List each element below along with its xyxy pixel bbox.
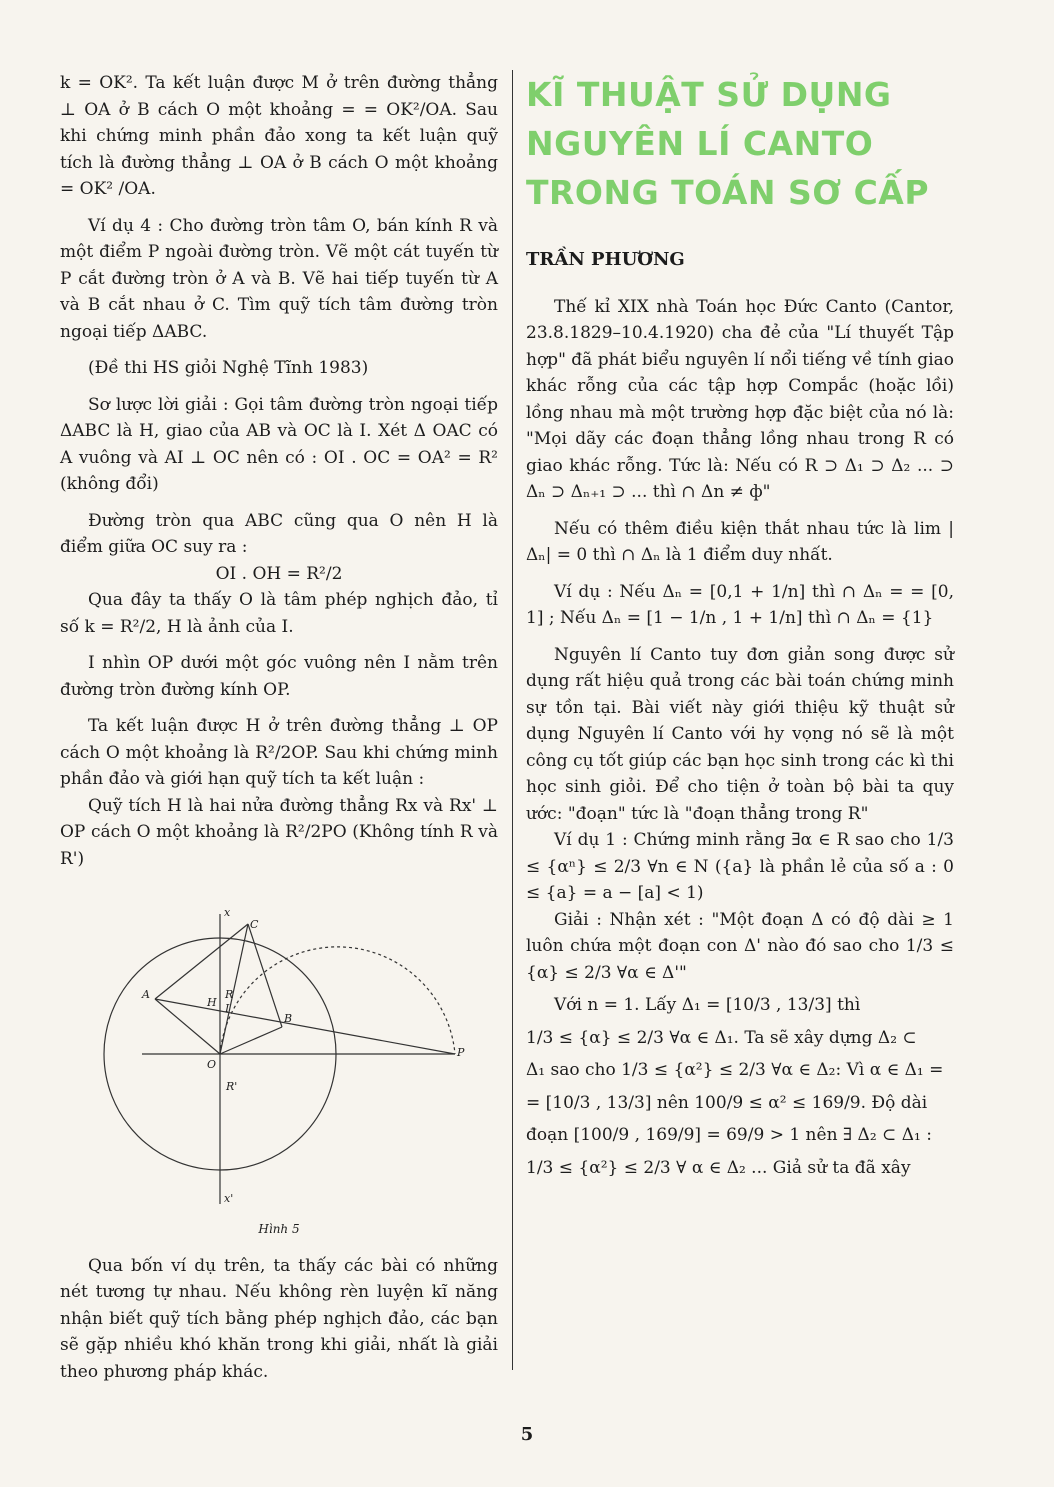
paragraph: Nếu có thêm điều kiện thắt nhau tức là lim |Δₙ| = 0 thì ∩ Δₙ là 1 điểm duy nhất. <box>526 518 954 565</box>
title-line: KĨ THUẬT SỬ DỤNG <box>526 75 892 114</box>
label-h: H <box>207 996 217 1009</box>
paragraph: Đường tròn qua ABC cũng qua O nên H là điểm giữa OC suy ra : <box>60 510 498 557</box>
author: TRẦN PHƯƠNG <box>526 249 685 270</box>
geometry-figure <box>60 894 498 1224</box>
label-o: O <box>207 1058 217 1071</box>
right-column <box>526 70 954 1187</box>
paragraph: Ta kết luận được H ở trên đường thẳng ⊥ OP cách O một khoảng là R²/2OP. Sau khi chứng minh phần đảo và giới hạn quỹ tích ta kết luận : <box>60 716 498 789</box>
label-r: R <box>225 988 234 1001</box>
math-line: Δ₁ sao cho 1/3 ≤ {α²} ≤ 2/3 ∀α ∈ Δ₂: Vì α ∈ Δ₁ = <box>526 1060 944 1080</box>
solution-remark: Giải : Nhận xét : "Một đoạn Δ có độ dài ≥ 1 luôn chứa một đoạn con Δ' nào đó sao cho 1/3 ≤ {α} ≤ 2/3 ∀α ∈ Δ'" <box>526 909 954 983</box>
math-line: = [10/3 , 13/3] nên 100/9 ≤ α² ≤ 169/9. Độ dài <box>526 1092 928 1113</box>
label-p: P <box>457 1046 465 1059</box>
label-x-prime: x' <box>224 1192 234 1205</box>
paragraph: Nguyên lí Canto tuy đơn giản song được sử dụng rất hiệu quả trong các bài toán chứng minh sự tồn tại. Bài viết này giới thiệu kỹ thuật sử dụng Nguyên lí Canto với hy vọng nó sẽ là một công cụ tốt giúp các bạn học sinh trong các kì thi học sinh giỏi. Để cho tiện ở toàn bộ bài ta quy ước: "đoạn" tức là "đoạn thẳng trong R" <box>526 644 954 824</box>
example-intervals: Ví dụ : Nếu Δₙ = [0,1 + 1/n] thì ∩ Δₙ = = [0, 1] ; Nếu Δₙ = [1 − 1/n , 1 + 1/n] thì ∩ Δₙ = {1} <box>526 581 954 628</box>
figure-5-diagram <box>60 894 498 1224</box>
label-b: B <box>284 1012 293 1025</box>
exam-source: (Đề thi HS giỏi Nghệ Tĩnh 1983) <box>88 358 369 378</box>
title-line: TRONG TOÁN SƠ CẤP <box>526 173 930 212</box>
example-4-statement: Ví dụ 4 : Cho đường tròn tâm O, bán kính R và một điểm P ngoài đường tròn. Vẽ một cát tuyến từ P cắt đường tròn ở A và B. Vẽ hai tiếp tuyến từ A và B cắt nhau ở C. Tìm quỹ tích tâm đường tròn ngoại tiếp ΔABC. <box>60 215 498 342</box>
locus-conclusion: Quỹ tích H là hai nửa đường thẳng Rx và Rx' ⊥ OP cách O một khoảng là R²/2PO (Không tính R và R') <box>60 795 498 869</box>
solution-sketch: Sơ lược lời giải : Gọi tâm đường tròn ngoại tiếp ΔABC là H, giao của AB và OC là I. Xét Δ OAC có A vuông và AI ⊥ OC nên có : OI . OC = OA² = R² (không đổi) <box>60 394 498 494</box>
math-line: 1/3 ≤ {α} ≤ 2/3 ∀α ∈ Δ₁. Ta sẽ xây dựng Δ₂ ⊂ <box>526 1027 917 1048</box>
page-number: 5 <box>520 1424 534 1445</box>
article-title <box>526 70 954 217</box>
circle-op <box>220 947 455 1054</box>
label-r-prime: R' <box>226 1080 238 1093</box>
column-divider <box>512 70 513 1370</box>
label-c: C <box>250 918 259 931</box>
label-x: x <box>224 906 231 919</box>
tangent-bc <box>248 924 282 1027</box>
left-column <box>60 70 498 1385</box>
title-line: NGUYÊN LÍ CANTO <box>526 124 874 163</box>
closing-paragraph: Qua bốn ví dụ trên, ta thấy các bài có những nét tương tự nhau. Nếu không rèn luyện kĩ năng nhận biết quỹ tích bằng phép nghịch đảo, các bạn sẽ gặp nhiều khó khăn trong khi giải, nhất là giải theo phương pháp khác. <box>60 1255 498 1382</box>
figure-caption: Hình 5 <box>258 1222 300 1236</box>
label-a: A <box>142 988 150 1001</box>
secant-pa <box>155 999 455 1054</box>
paragraph: I nhìn OP dưới một góc vuông nên I nằm trên đường tròn đường kính OP. <box>60 653 498 700</box>
math-line: Với n = 1. Lấy Δ₁ = [10/3 , 13/3] thì <box>554 995 861 1015</box>
math-line: đoạn [100/9 , 169/9] = 69/9 > 1 nên ∃ Δ₂ ⊂ Δ₁ : <box>526 1125 932 1145</box>
line-ob <box>220 1027 282 1054</box>
intro-paragraph: Thế kỉ XIX nhà Toán học Đức Canto (Cantor, 23.8.1829–10.4.1920) cha đẻ của "Lí thuyết Tập hợp" đã phát biểu nguyên lí nổi tiếng về tính giao khác rỗng của các tập hợp Compắc (hoặc lồi) lồng nhau mà một trường hợp đặc biệt của nó là: "Mọi dãy các đoạn thẳng lồng nhau trong R có giao khác rỗng. Tức là: Nếu có R ⊃ Δ₁ ⊃ Δ₂ ... ⊃ Δₙ ⊃ Δₙ₊₁ ⊃ ... thì ∩ Δn ≠ ф" <box>526 296 954 502</box>
formula: OI . OH = R²/2 <box>215 563 343 584</box>
example-1-statement: Ví dụ 1 : Chứng minh rằng ∃α ∈ R sao cho 1/3 ≤ {αⁿ} ≤ 2/3 ∀n ∈ N ({a} là phần lẻ của số a : 0 ≤ {a} = a − [a] < 1) <box>526 830 954 903</box>
math-line: 1/3 ≤ {α²} ≤ 2/3 ∀ α ∈ Δ₂ ... Giả sử ta đã xây <box>526 1157 911 1178</box>
paragraph: Qua đây ta thấy O là tâm phép nghịch đảo, tỉ số k = R²/2, H là ảnh của I. <box>60 590 498 637</box>
paragraph: k = OK². Ta kết luận được M ở trên đường thẳng ⊥ OA ở B cách O một khoảng = = OK²/OA. Sau khi chứng minh phần đảo xong ta kết luận quỹ tích là đường thẳng ⊥ OA ở B cách O một khoảng = OK² /OA. <box>60 73 498 199</box>
label-i: I <box>225 1002 230 1015</box>
